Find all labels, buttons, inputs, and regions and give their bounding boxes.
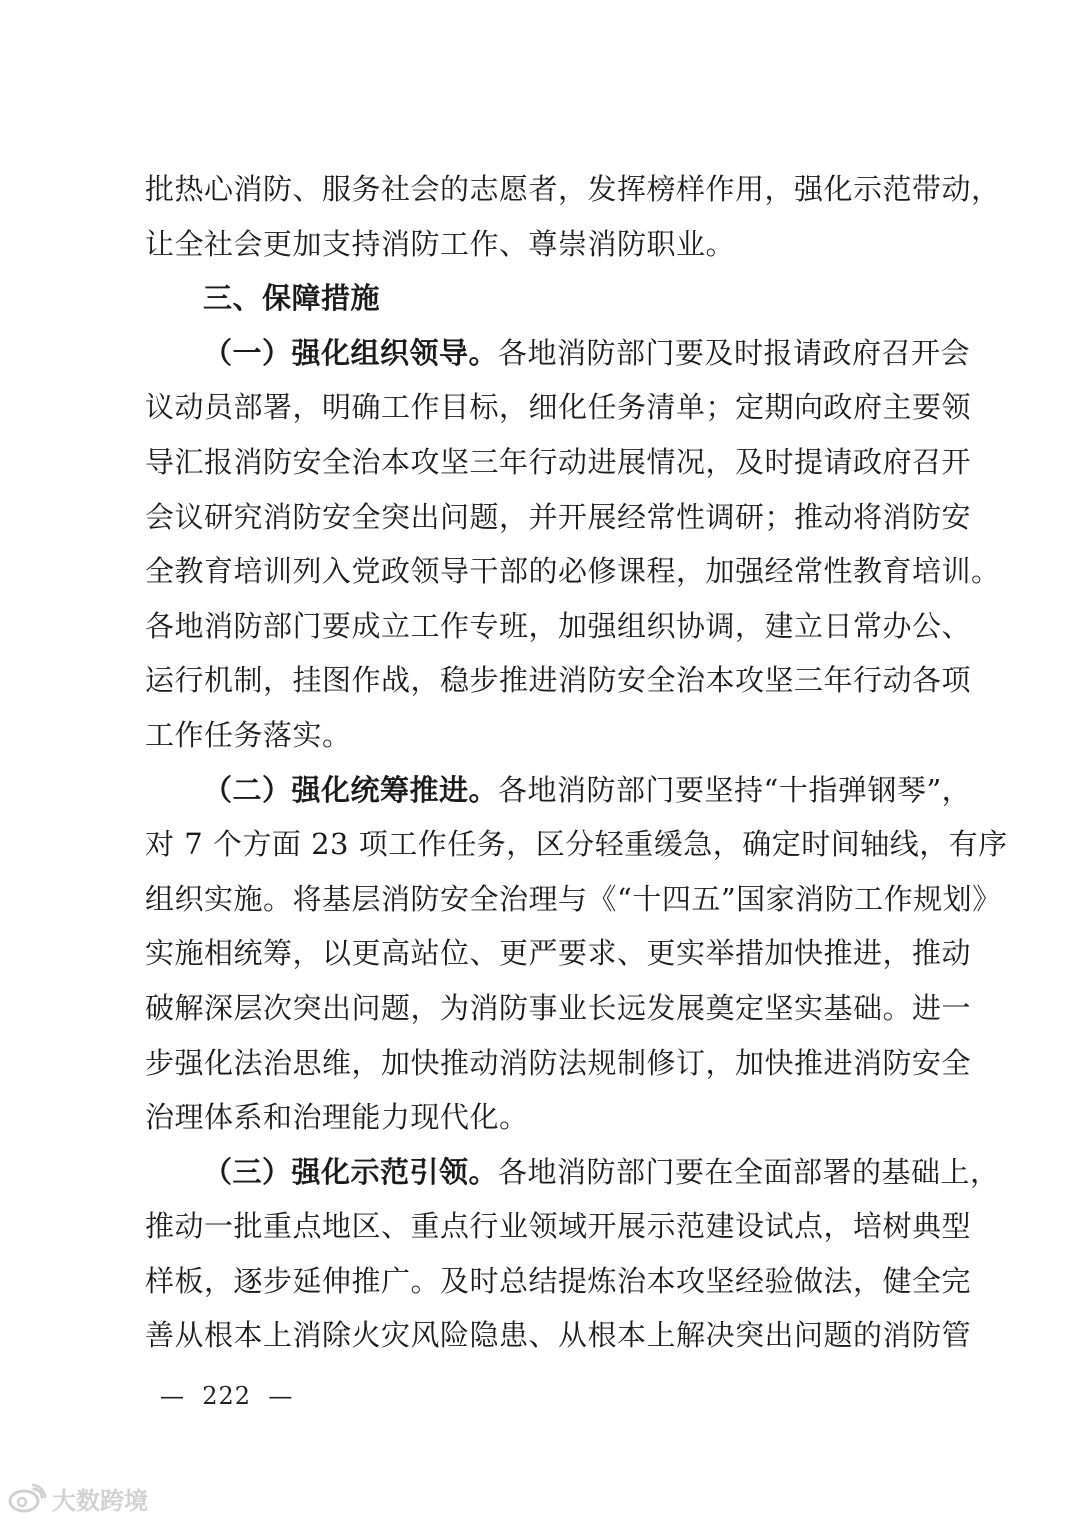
text-line: 导汇报消防安全治本攻坚三年行动进展情况，及时提请政府召开 [145, 444, 972, 479]
subheading: （二）强化统筹推进。 [203, 772, 499, 807]
text-line: 批热心消防、服务社会的志愿者，发挥榜样作用，强化示范带动， [145, 172, 1001, 206]
watermark [8, 1478, 148, 1518]
subheading: （三）强化示范引领。 [203, 1154, 499, 1189]
text-run: 各地消防部门要坚持“十指弹钢琴”， [498, 772, 972, 807]
text-line: 步强化法治思维，加快推动消防法规制修订，加快推进消防安全 [145, 1045, 972, 1080]
weibo-logo-icon [8, 1483, 46, 1513]
page-number: — 222 — [160, 1382, 294, 1410]
paragraph-start-line [145, 1145, 1000, 1200]
text-line: 实施相统筹，以更高站位、更严要求、更实举措加快推进，推动 [145, 936, 972, 971]
text-line: 各地消防部门要成立工作专班，加强组织协调，建立日常办公、 [145, 608, 972, 643]
text-line: 推动一批重点地区、重点行业领域开展示范建设试点，培树典型 [145, 1209, 972, 1244]
body-text [145, 162, 1008, 1363]
subheading: （一）强化组织领导。 [203, 335, 499, 370]
text-line: 让全社会更加支持消防工作、尊崇消防职业。 [145, 226, 736, 261]
text-line: 对 7 个方面 23 项工作任务，区分轻重缓急，确定时间轴线，有序 [145, 827, 1008, 862]
paragraph-start-line [145, 763, 972, 818]
paragraph-start-line [145, 326, 971, 381]
text-line: 样板，逐步延伸推广。及时总结提炼治本攻坚经验做法，健全完 [145, 1263, 972, 1298]
text-line: 善从根本上消除火灾风险隐患、从根本上解决突出问题的消防管 [145, 1318, 972, 1353]
text-line: 会议研究消防安全突出问题，并开展经常性调研；推动将消防安 [145, 499, 972, 534]
text-run: 各地消防部门要在全面部署的基础上， [498, 1154, 1000, 1189]
section-heading: 三、保障措施 [203, 281, 381, 316]
text-line: 运行机制，挂图作战，稳步推进消防安全治本攻坚三年行动各项 [145, 663, 972, 698]
text-line: 破解深层次突出问题，为消防事业长远发展奠定坚实基础。进一 [145, 990, 972, 1025]
text-line: 工作任务落实。 [145, 717, 352, 752]
text-line: 治理体系和治理能力现代化。 [145, 1100, 529, 1135]
text-line: 议动员部署，明确工作目标，细化任务清单；定期向政府主要领 [145, 390, 972, 425]
text-run: 各地消防部门要及时报请政府召开会 [498, 335, 971, 370]
text-line: 组织实施。将基层消防安全治理与《“十四五”国家消防工作规划》 [145, 881, 1002, 916]
watermark-label: 大数跨境 [52, 1486, 148, 1515]
text-line: 全教育培训列入党政领导干部的必修课程，加强经常性教育培训。 [145, 554, 1001, 589]
